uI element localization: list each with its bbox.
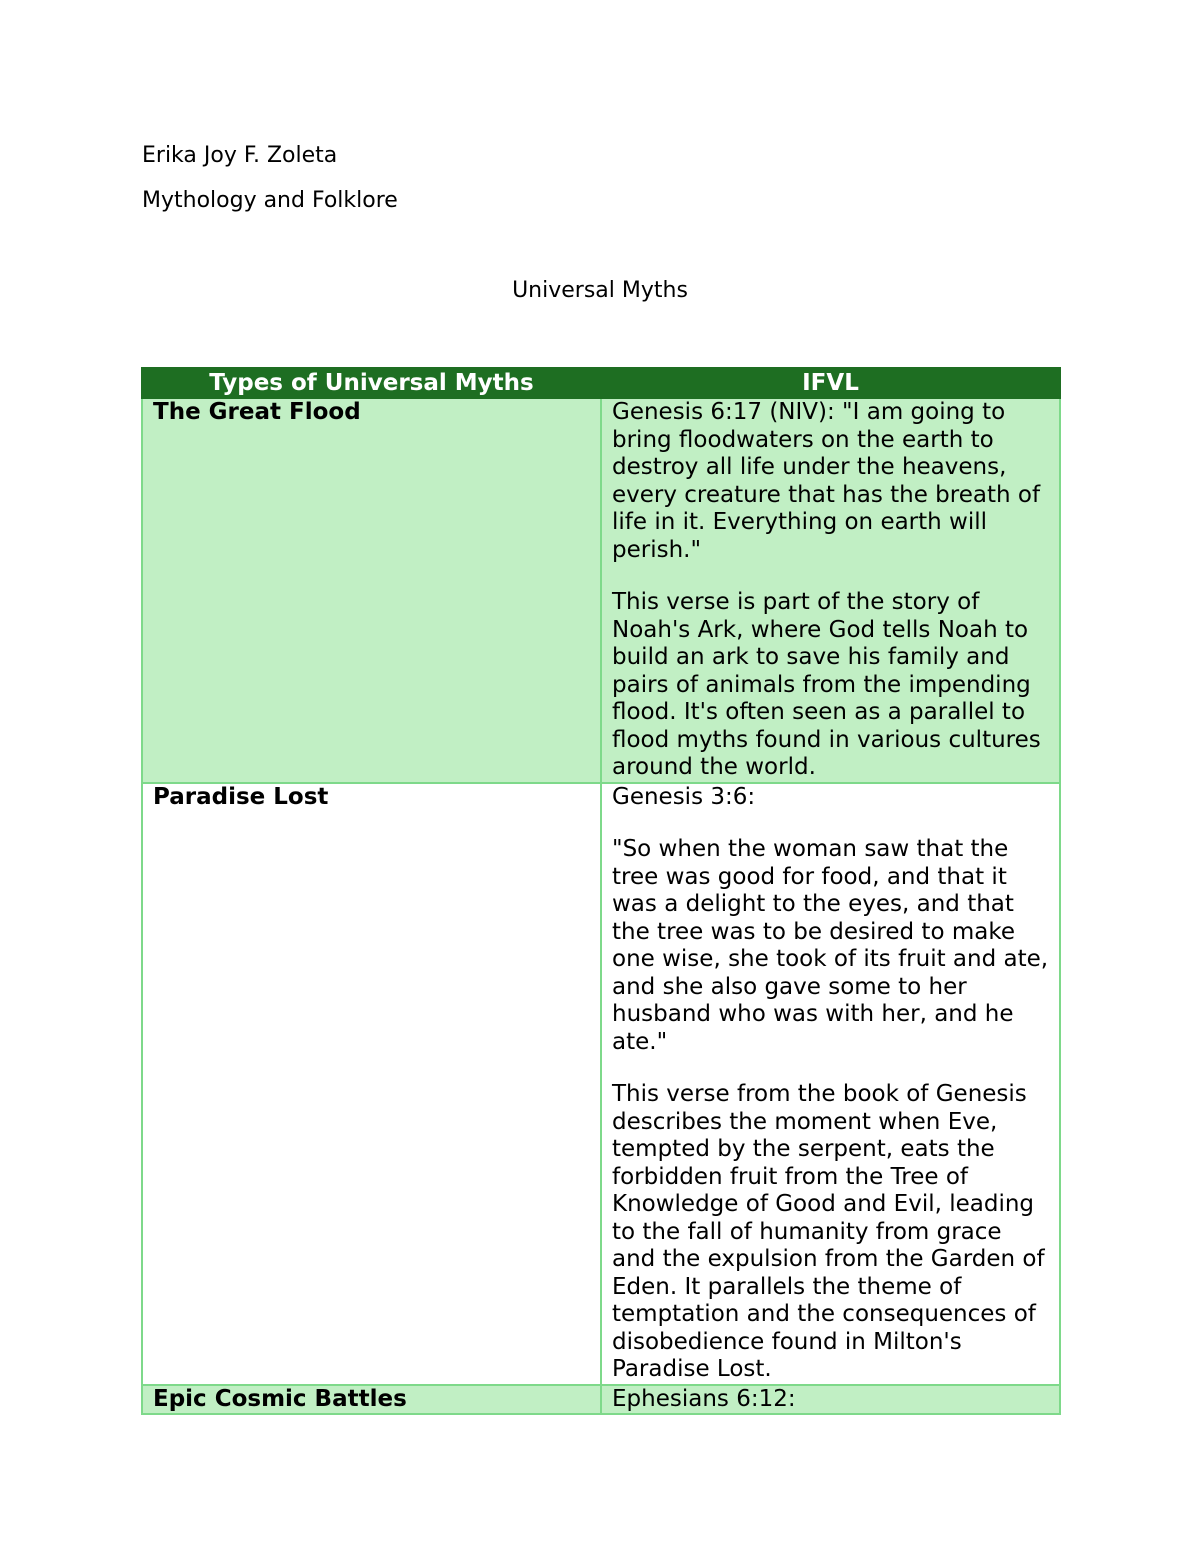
myth-type-cell: Epic Cosmic Battles [142, 1385, 601, 1415]
course-name: Mythology and Folklore [142, 188, 398, 213]
ifvl-cell [601, 398, 1060, 783]
ifvl-paragraph: This verse from the book of Genesis describes the moment when Eve, tempted by the serpent, eats the forbidden fruit from the Tree of Knowledge of Good and Evil, leading to the fall of humanity from grace and the expulsion from the Garden of Eden. It parallels the theme of temptation and the consequences of disobedience found in Milton's Paradise Lost. [612, 1081, 1045, 1382]
author-name: Erika Joy F. Zoleta [142, 143, 338, 168]
ifvl-cell [601, 1385, 1060, 1415]
column-header-ifvl: IFVL [601, 368, 1060, 398]
ifvl-paragraph: This verse is part of the story of Noah's Ark, where God tells Noah to build an ark to save his family and pairs of animals from the impending flood. It's often seen as a parallel to flood myths found in various cultures around the world. [612, 589, 1041, 780]
column-header-types: Types of Universal Myths [142, 368, 601, 398]
ifvl-cell [601, 783, 1060, 1385]
myth-type-cell: The Great Flood [142, 398, 601, 783]
table-header-row [142, 368, 1060, 398]
myth-type-cell: Paradise Lost [142, 783, 601, 1385]
ifvl-paragraph: Genesis 6:17 (NIV): "I am going to bring floodwaters on the earth to destroy all life under the heavens, every creature that has the breath of life in it. Everything on earth will perish." [612, 399, 1041, 563]
table-row [142, 398, 1060, 783]
ifvl-paragraph: Genesis 3:6: [612, 783, 756, 810]
universal-myths-table [141, 367, 1061, 1415]
table-row [142, 783, 1060, 1385]
table-row [142, 1385, 1060, 1415]
ifvl-paragraph: Ephesians 6:12: [612, 1385, 796, 1412]
ifvl-paragraph: "So when the woman saw that the tree was good for food, and that it was a delight to the eyes, and that the tree was to be desired to make one wise, she took of its fruit and ate, and she also gave some to her husband who was with her, and he ate." [612, 836, 1049, 1055]
document-title: Universal Myths [512, 278, 688, 303]
